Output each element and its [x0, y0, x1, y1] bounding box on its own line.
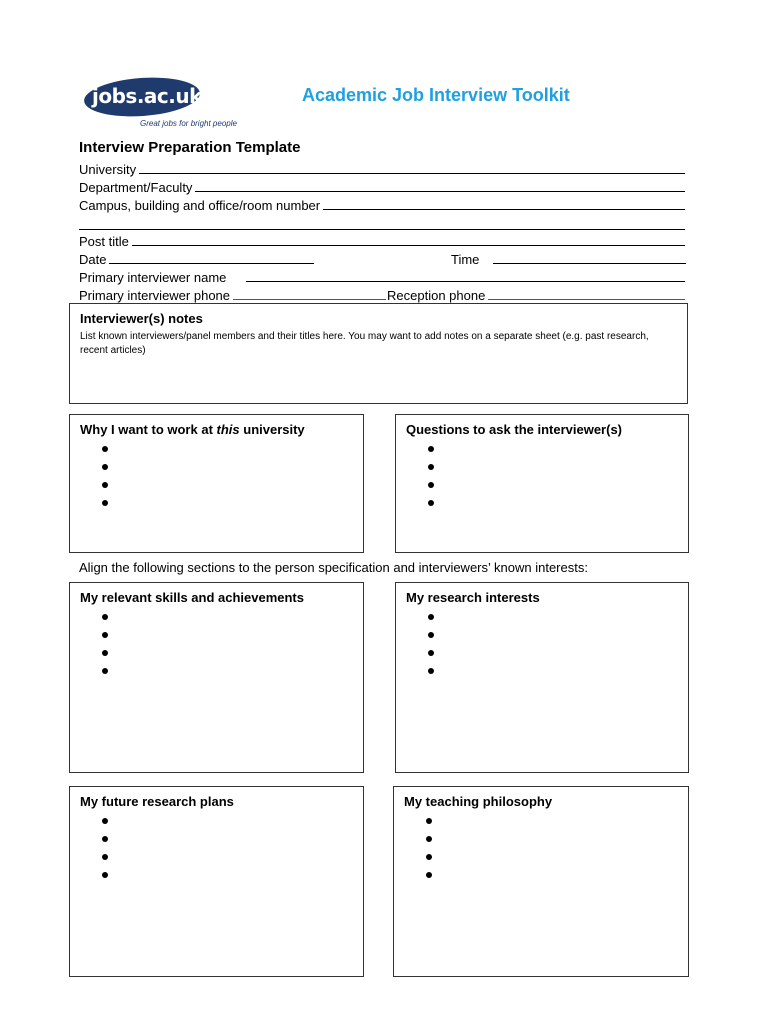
university-line[interactable] — [139, 173, 685, 174]
align-instructions: Align the following sections to the person specification and interviewers’ known interests: — [79, 560, 588, 575]
logo-tagline: Great jobs for bright people — [140, 119, 237, 128]
primary-interviewer-name-label: Primary interviewer name — [79, 270, 227, 285]
reception-phone-label: Reception phone — [387, 288, 486, 303]
university-label: University — [79, 162, 137, 177]
blank-line[interactable] — [79, 229, 685, 230]
interviewer-notes-title: Interviewer(s) notes — [80, 311, 203, 326]
teaching-philosophy-box[interactable] — [393, 786, 689, 977]
time-label: Time — [451, 252, 480, 267]
research-interests-title: My research interests — [406, 590, 540, 605]
why-university-box[interactable] — [69, 414, 364, 553]
date-line[interactable] — [109, 263, 314, 264]
post-title-label: Post title — [79, 234, 129, 249]
time-line[interactable] — [493, 263, 686, 264]
why-title-prefix: Why I want to work at — [80, 422, 217, 437]
primary-interviewer-phone-line[interactable] — [233, 299, 386, 300]
primary-interviewer-name-field[interactable] — [79, 267, 685, 285]
why-university-title — [80, 422, 305, 437]
why-title-suffix: university — [239, 422, 305, 437]
primary-interviewer-name-line[interactable] — [246, 281, 685, 282]
primary-interviewer-phone-label: Primary interviewer phone — [79, 288, 231, 303]
research-interests-box[interactable] — [395, 582, 689, 773]
date-field[interactable] — [79, 249, 314, 267]
future-research-title: My future research plans — [80, 794, 234, 809]
campus-label: Campus, building and office/room number — [79, 198, 321, 213]
document-title: Academic Job Interview Toolkit — [302, 85, 570, 105]
questions-title: Questions to ask the interviewer(s) — [406, 422, 623, 437]
post-title-line[interactable] — [132, 245, 685, 246]
campus-line[interactable] — [323, 209, 685, 210]
skills-title: My relevant skills and achievements — [80, 590, 304, 605]
interviewer-notes-box[interactable] — [69, 303, 688, 404]
department-line[interactable] — [195, 191, 685, 192]
skills-box[interactable] — [69, 582, 364, 773]
questions-box[interactable] — [395, 414, 689, 553]
logo — [84, 78, 237, 130]
why-title-emphasis: this — [216, 422, 240, 437]
date-label: Date — [79, 252, 107, 267]
logo-text: jobs.ac.uk — [92, 84, 202, 108]
future-research-box[interactable] — [69, 786, 364, 977]
department-field[interactable] — [79, 177, 685, 195]
reception-phone-line[interactable] — [488, 299, 685, 300]
time-field[interactable] — [451, 249, 686, 267]
department-label: Department/Faculty — [79, 180, 193, 195]
teaching-philosophy-title: My teaching philosophy — [404, 794, 553, 809]
interviewer-notes-description: List known interviewers/panel members and their titles here. You may want to add notes on a separate sheet (e.g. past research, recent articles) — [80, 331, 649, 356]
phone-row — [79, 285, 685, 303]
university-field[interactable] — [79, 159, 685, 177]
post-title-field[interactable] — [79, 231, 685, 249]
campus-field[interactable] — [79, 195, 685, 213]
section-title: Interview Preparation Template — [79, 139, 301, 156]
